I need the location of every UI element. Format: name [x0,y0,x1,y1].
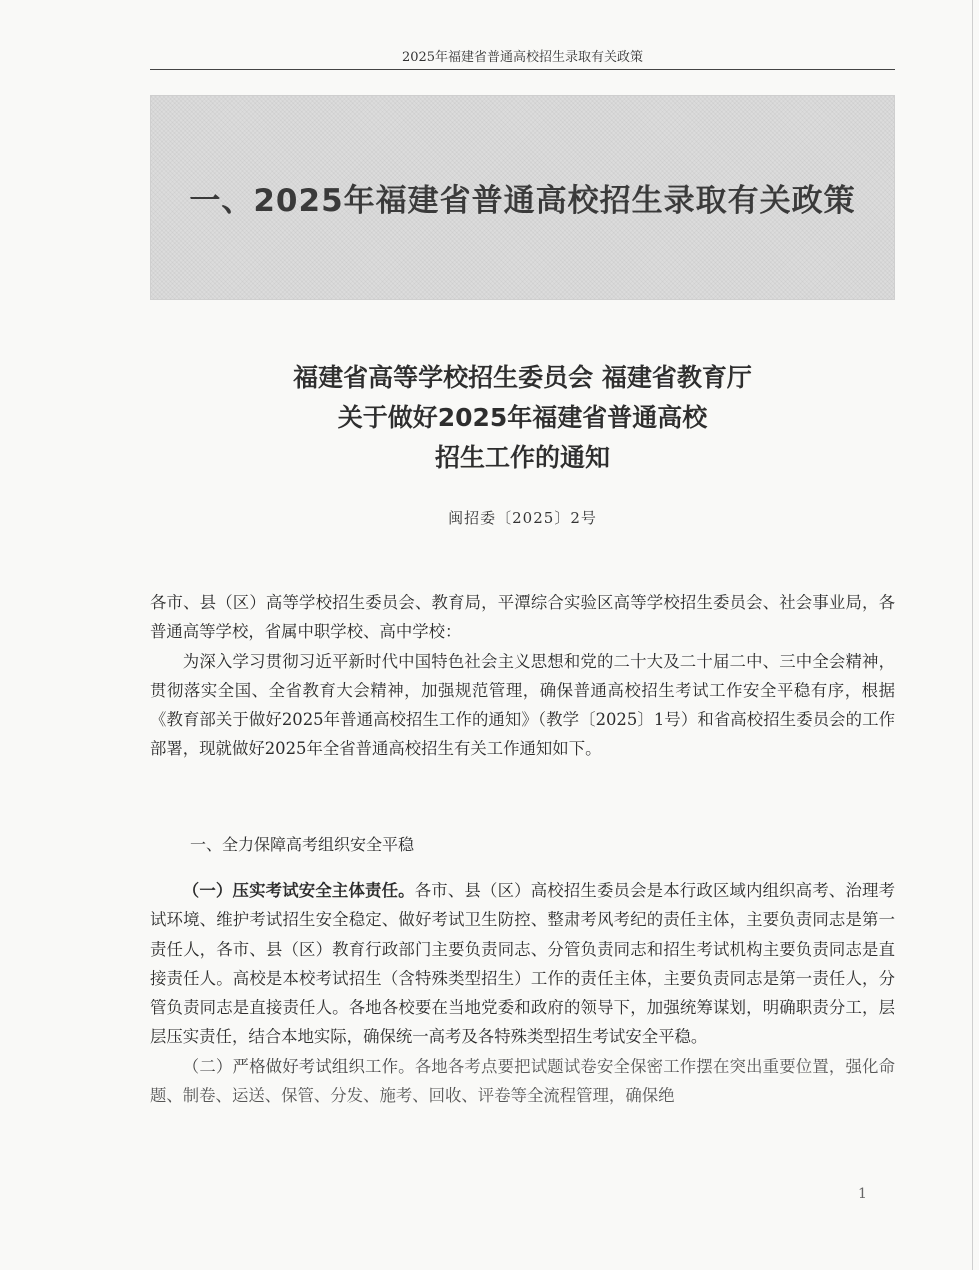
section-body [150,876,895,1110]
notice-title-line-1: 福建省高等学校招生委员会 福建省教育厅 [293,363,752,392]
page-edge-line [972,0,973,1270]
item-1-text: 各市、县（区）高校招生委员会是本行政区域内组织高考、治理考试环境、维护考试招生安全稳定、做好考试卫生防控、整肃考风考纪的责任主体，主要负责同志是第一责任人，各市、县（区）教育行政部门主要负责同志、分管负责同志和招生考试机构主要负责同志是直接责任人。高校是本校考试招生（含特殊类型招生）工作的责任主体，主要负责同志是第一责任人，分管负责同志是直接责任人。各地各校要在当地党委和政府的领导下，加强统筹谋划，明确职责分工，层层压实责任，结合本地实际，确保统一高考及各特殊类型招生考试安全平稳。 [150,881,895,1047]
notice-title-line-3: 招生工作的通知 [434,443,610,472]
section-heading: 一、全力保障高考组织安全平稳 [190,835,415,854]
item-2-text: 各地各考点要把试题试卷安全保密工作摆在突出重要位置，强化命题、制卷、运送、保管、分发、施考、回收、评卷等全流程管理，确保绝 [150,1056,895,1106]
addressee-paragraph: 各市、县（区）高等学校招生委员会、教育局，平潭综合实验区高等学校招生委员会、社会事业局，各普通高等学校，省属中职学校、高中学校： [150,593,895,642]
notice-title [150,358,895,478]
item-2-paragraph [150,1052,895,1111]
running-header: 2025年福建省普通高校招生录取有关政策 [401,50,644,65]
item-1-lead: （一）压实考试安全主体责任。 [182,881,415,900]
chapter-banner [150,95,895,300]
item-1-paragraph [150,876,895,1052]
notice-body [150,588,895,764]
document-number: 闽招委〔2025〕2号 [448,509,597,527]
chapter-title: 一、2025年福建省普通高校招生录取有关政策 [189,183,856,219]
notice-title-line-2: 关于做好2025年福建省普通高校 [337,403,708,432]
page-number: 1 [858,1186,867,1202]
header-rule [150,69,895,70]
item-2-lead: （二）严格做好考试组织工作。 [182,1056,415,1076]
intro-paragraph: 为深入学习贯彻习近平新时代中国特色社会主义思想和党的二十大及二十届二中、三中全会精神，贯彻落实全国、全省教育大会精神，加强规范管理，确保普通高校招生考试工作安全平稳有序，根据《教育部关于做好2025年普通高校招生工作的通知》（教学〔2025〕1号）和省高校招生委员会的工作部署，现就做好2025年全省普通高校招生有关工作通知如下。 [150,651,895,759]
